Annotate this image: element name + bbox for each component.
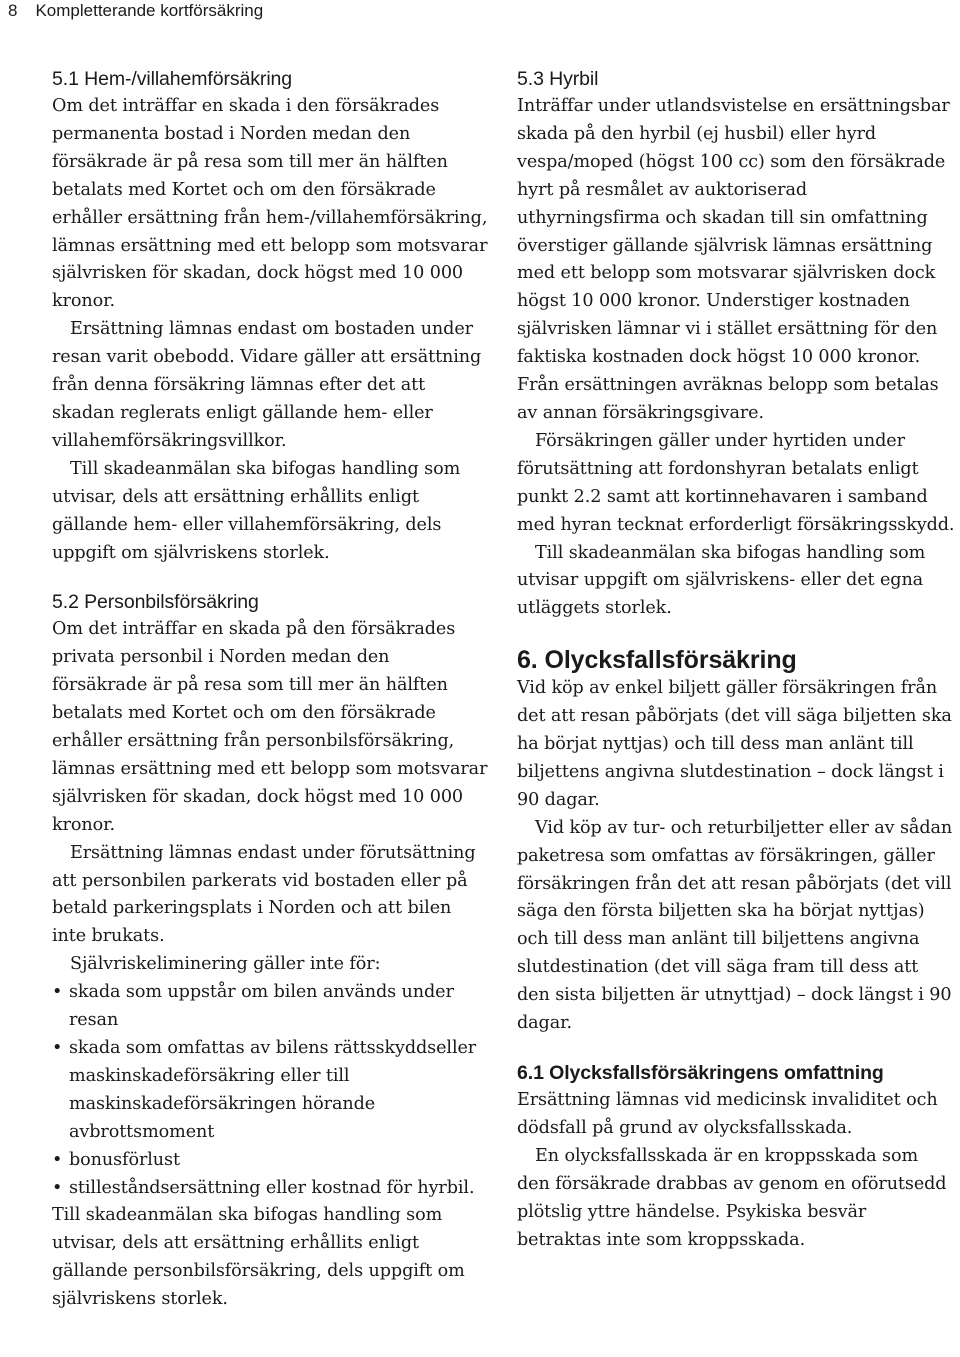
- bullet-icon: •: [52, 1149, 63, 1170]
- bullet-icon: •: [52, 982, 63, 1003]
- section-6-paragraph-1: Vid köp av enkel biljett gäller försäkringen från det att resan påbörjats (det vill säga biljetten ska ha börjat nyttjas) och till dess man anlänt till biljettens angivna slutdestination – dock längst i 90 dagar.: [517, 678, 952, 810]
- section-6-1-paragraph-1: Ersättning lämnas vid medicinsk invaliditet och dödsfall på grund av olycksfallsskada.: [517, 1090, 938, 1138]
- section-5-3-paragraph-2: Försäkringen gäller under hyrtiden under förutsättning att fordonshyran betalats enligt punkt 2.2 samt att kortinnehavaren i samband med hyran tecknat erforderligt försäkringsskydd.: [517, 430, 955, 535]
- list-item-text: stilleståndsersättning eller kostnad för hyrbil.: [69, 1177, 475, 1198]
- spacer: [52, 567, 490, 589]
- left-column: [52, 66, 490, 1314]
- page-number: 8: [8, 1, 18, 20]
- section-6-1-heading: 6.1 Olycksfallsförsäkringens omfattning: [517, 1062, 884, 1084]
- section-5-3-paragraph-3: Till skadeanmälan ska bifogas handling som utvisar uppgift om självriskens- eller det egna utläggets storlek.: [517, 542, 926, 619]
- spacer: [517, 1038, 955, 1060]
- list-item: [52, 1175, 490, 1203]
- section-5-1-paragraph-2: Ersättning lämnas endast om bostaden under resan varit obebodd. Vidare gäller att ersättning från denna försäkring lämnas efter det att skadan reglerats enligt gällande hem- eller villahemförsäkringsvillkor.: [52, 319, 482, 451]
- list-item: [52, 1035, 490, 1147]
- bullet-icon: •: [52, 1038, 63, 1058]
- bullet-icon: •: [52, 1177, 63, 1198]
- section-5-2-paragraph-2: Ersättning lämnas endast under förutsättning att personbilen parkerats vid bostaden eller på betald parkeringsplats i Norden och att bilen inte brukats.: [52, 842, 476, 947]
- list-item-text: skada som uppstår om bilen används under resan: [69, 982, 454, 1031]
- section-6-paragraph-2: Vid köp av tur- och returbiljetter eller av sådan paketresa som omfattas av försäkringen, gäller försäkringen från det att resan påbörjats (det vill säga den första biljetten ska ha börjat nyttjas) och till dess man anlänt till biljettens angivna slutdestination (det vill säga fram till dess att den sista biljetten är utnyttjad) – dock längst i 90 dagar.: [517, 817, 953, 1034]
- section-5-3-heading: 5.3 Hyrbil: [517, 68, 599, 90]
- exclusion-list: [52, 979, 490, 1202]
- section-5-2-heading: 5.2 Personbilsförsäkring: [52, 591, 259, 614]
- section-5-1-paragraph-3: Till skadeanmälan ska bifogas handling som utvisar, dels att ersättning erhållits enligt gällande hem- eller villahemförsäkring, dels uppgift om självriskens storlek.: [52, 458, 461, 563]
- list-item-text: skada som omfattas av bilens rättsskyddseller maskinskadeförsäkring eller till maskinskadeförsäkringen hörande avbrottsmoment: [69, 1038, 477, 1142]
- section-5-2-paragraph-1: Om det inträffar en skada på den försäkrades privata personbil i Norden medan den försäkrade är på resa som till mer än hälften betalats med Kortet och om den försäkrade erhåller ersättning från personbilsförsäkring, lämnas ersättning med ett belopp som motsvarar självrisken för skadan, dock högst med 10 000 kronor.: [52, 619, 488, 835]
- section-5-1-heading: 5.1 Hem-/villahemförsäkring: [52, 68, 293, 90]
- section-5-2-paragraph-3: Självriskeliminering gäller inte för:: [70, 954, 381, 975]
- list-item: [52, 979, 490, 1035]
- page-header: [8, 0, 263, 22]
- section-5-1-paragraph-1: Om det inträffar en skada i den försäkrades permanenta bostad i Norden medan den försäkrade är på resa som till mer än hälften betalats med Kortet och om den försäkrade erhåller ersättning från hem-/villahemförsäkring, lämnas ersättning med ett belopp som motsvarar självrisken för skadan, dock högst med 10 000 kronor.: [52, 96, 488, 312]
- spacer: [517, 623, 955, 645]
- list-item-text: bonusförlust: [69, 1149, 180, 1170]
- right-column: [517, 66, 955, 1254]
- page-title: Kompletterande kortförsäkring: [35, 1, 264, 20]
- list-item: [52, 1147, 490, 1175]
- section-5-2-paragraph-4: Till skadeanmälan ska bifogas handling som utvisar, dels att ersättning erhållits enligt gällande personbilsförsäkring, dels uppgift om självriskens storlek.: [52, 1205, 465, 1310]
- section-6-heading: 6. Olycksfallsförsäkring: [517, 646, 797, 675]
- section-6-1-paragraph-2: En olycksfallsskada är en kroppsskada som den försäkrade drabbas av genom en oförutsedd plötslig yttre händelse. Psykiska besvär betraktas inte som kroppsskada.: [517, 1145, 947, 1250]
- section-5-3-paragraph-1: Inträffar under utlandsvistelse en ersättningsbar skada på den hyrbil (ej husbil) eller hyrd vespa/moped (högst 100 cc) som den försäkrade hyrt på resmålet av auktoriserad uthyrningsfirma och skadan till sin omfattning överstiger gällande självrisk lämnas ersättning med ett belopp som motsvarar självrisken dock högst 10 000 kronor. Understiger kostnaden självrisken lämnar vi i stället ersättning för den faktiska kostnaden dock högst 10 000 kronor. Från ersättningen avräknas belopp som betalas av annan försäkringsgivare.: [517, 96, 950, 423]
